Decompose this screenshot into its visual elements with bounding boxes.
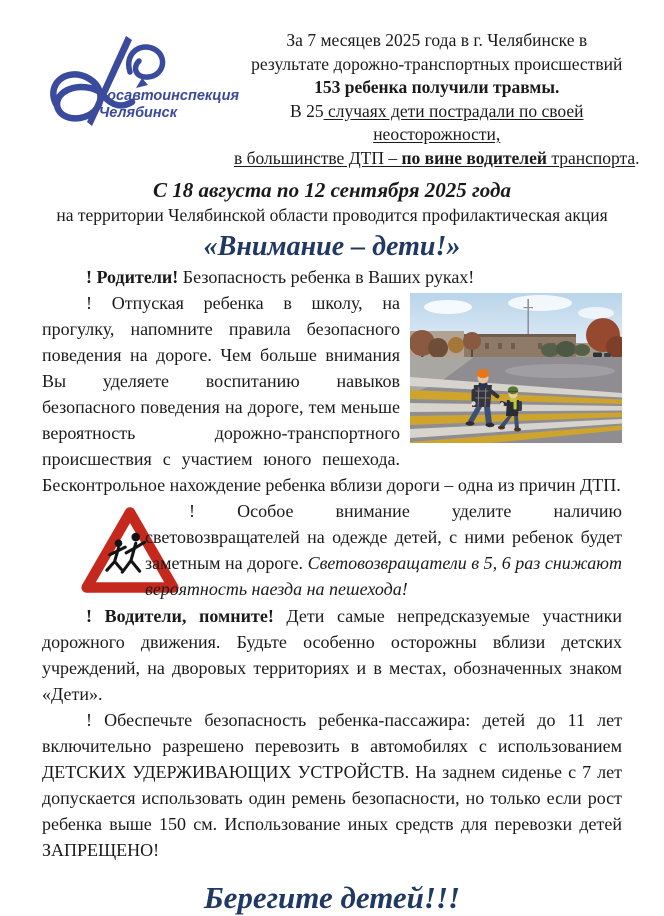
- parents-paragraph: [42, 290, 622, 498]
- stats-line-6: [234, 147, 640, 171]
- stats-line-1: За 7 месяцев 2025 года в г. Челябинске в: [286, 30, 588, 50]
- stats-line-4-underlined: случаях дети пострадали по своей: [323, 100, 584, 121]
- parents-paragraph-text: ! Отпуская ребенка в школу, на прогулку, напомните правила безопасного поведения на дороге. Чем больше внимания Вы уделяете воспитанию навыков безопасного поведения на дороге, тем меньше вероятность дорожно-транспортного происшествия с участием юного пешехода. Бесконтрольное нахождение ребенка вблизи дороги – одна из причин ДТП.: [42, 293, 621, 495]
- children-road-sign-icon: [36, 503, 136, 597]
- children-crossing-street-photo: [410, 293, 622, 443]
- campaign-heading: [42, 177, 622, 264]
- campaign-subtitle: на территории Челябинской области проводится профилактическая акция: [56, 205, 608, 225]
- stats-line-5-underlined: неосторожности,: [373, 124, 501, 144]
- logo-block: [42, 26, 240, 170]
- reflectors-paragraph: [42, 498, 622, 602]
- campaign-dates: С 18 августа по 12 сентября 2025 года: [153, 178, 511, 202]
- drivers-heading-rest: Дети самые непредсказуемые участники дорожного движения. Будьте особенно осторожны вблизи детских учреждений, на дворовых территориях и в местах, обозначенных знаком «Дети».: [42, 606, 622, 704]
- stats-line-4: [234, 100, 640, 124]
- logo-text: [99, 88, 239, 123]
- drivers-heading-lead: ! Водители, помните!: [86, 606, 274, 626]
- parents-heading: [42, 264, 622, 290]
- stats-line-6-period: .: [635, 147, 640, 168]
- parents-heading-lead: ! Родители!: [86, 267, 179, 287]
- stats-line-6-bold: по вине водителей: [401, 147, 547, 168]
- parents-heading-rest: Безопасность ребенка в Ваших руках!: [178, 267, 475, 287]
- drivers-paragraph-2: [42, 707, 622, 863]
- stats-line-4-normal: В 25: [290, 100, 324, 121]
- stats-line-5: [234, 123, 640, 147]
- reflectors-text: ! Особое внимание уделите наличию световозвращателей на одежде детей, с ними ребенок будет заметным на дороге.: [145, 501, 622, 573]
- header: [42, 26, 640, 170]
- stats-line-2: результате дорожно-транспортных происшествий: [251, 53, 623, 74]
- reflectors-italic-text: Световозвращатели в 5, 6 раз снижают вероятность наезда на пешехода!: [145, 553, 622, 599]
- drivers-paragraph-2-text: ! Обеспечьте безопасность ребенка-пассажира: детей до 11 лет включительно разрешено перевозить в автомобилях с использованием ДЕТСКИХ УДЕРЖИВАЮЩИХ УСТРОЙСТВ. На заднем сиденье с 7 лет допускается использовать один ремень безопасности, но только если рост ребенка выше 150 см. Использование иных средств для перевозки детей ЗАПРЕЩЕНО!: [42, 710, 622, 860]
- accident-statistics: [234, 26, 640, 170]
- stats-line-6-start: в большинстве ДТП –: [234, 147, 402, 168]
- logo-org-name: Госавтоинспекция: [99, 88, 240, 104]
- stats-line-6-end: транспорта: [546, 147, 636, 168]
- logo-city-name: Челябинск: [99, 105, 178, 122]
- campaign-title: «Внимание – дети!»: [203, 231, 461, 262]
- footer-slogan: Берегите детей!!!: [203, 880, 461, 915]
- drivers-paragraph-1: [42, 603, 622, 707]
- stats-line-3: 153 ребенка получили травмы.: [314, 77, 560, 97]
